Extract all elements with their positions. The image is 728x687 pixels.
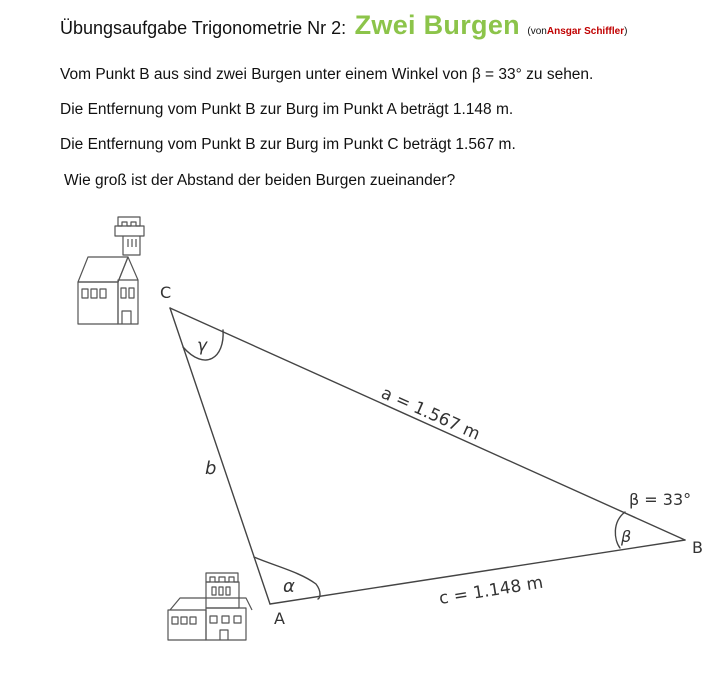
beta-value-label: β = 33° [629, 490, 692, 509]
vertex-c-label: C [160, 283, 172, 302]
author-name: Ansgar Schiffler [546, 26, 625, 37]
side-b-label: b [205, 458, 217, 479]
castle-a-icon [168, 573, 252, 640]
vertex-a-label: A [274, 609, 285, 628]
angle-gamma-label: γ [197, 336, 208, 356]
exercise-name: Zwei Burgen [354, 10, 520, 40]
problem-question: Wie groß ist der Abstand der beiden Burgen zueinander? [64, 172, 456, 189]
angle-beta-label: β [621, 527, 632, 546]
side-a-line [170, 308, 685, 540]
author-close: ) [624, 26, 628, 37]
castle-c-icon [78, 217, 144, 324]
author-open: (von [527, 26, 547, 37]
vertex-b-label: B [692, 538, 703, 557]
side-b-line [170, 308, 270, 604]
side-a-label: a = 1.567 m [377, 383, 484, 445]
problem-line-1: Vom Punkt B aus sind zwei Burgen unter einem Winkel von β = 33° zu sehen. [60, 66, 594, 83]
angle-alpha-label: α [283, 576, 295, 597]
side-c-label: c = 1.148 m [437, 572, 545, 609]
exercise-title: Übungsaufgabe Trigonometrie Nr 2: [60, 18, 347, 38]
problem-line-2: Die Entfernung vom Punkt B zur Burg im Punkt A beträgt 1.148 m. [60, 101, 514, 118]
problem-line-3: Die Entfernung vom Punkt B zur Burg im Punkt C beträgt 1.567 m. [60, 136, 516, 153]
